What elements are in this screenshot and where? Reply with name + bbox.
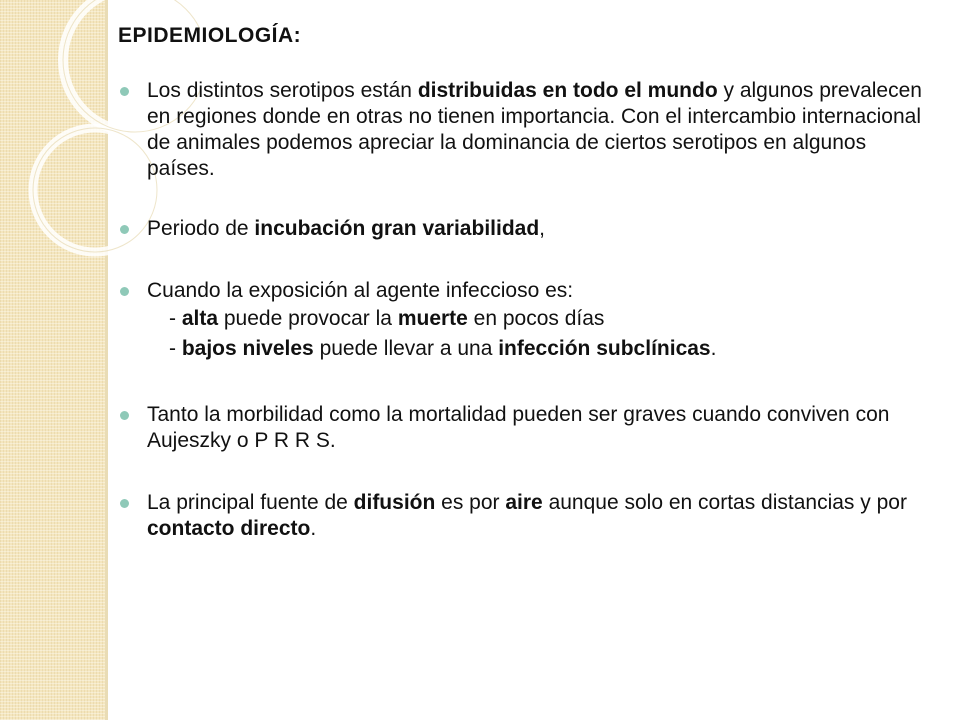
bold-text: muerte (397, 307, 468, 330)
text: en pocos días (467, 307, 605, 330)
sub-item-low (147, 334, 938, 364)
bold-text: alta (181, 307, 219, 330)
text: Tanto la morbilidad como la mortalidad pueden ser graves cuando conviven con Aujeszky o P R R S. (147, 403, 890, 452)
bold-text: distribuidas en todo el mundo (417, 79, 718, 102)
bullet-incubation (118, 216, 938, 242)
bullet-morbidity (118, 402, 938, 454)
text: Cuando la exposición al agente infeccioso es: (147, 279, 574, 302)
bold-text: difusión (353, 491, 436, 514)
text: puede provocar la (218, 307, 398, 330)
bold-text: contacto directo (147, 517, 311, 540)
text: . (710, 337, 717, 360)
dash: - (169, 337, 182, 360)
bullet-diffusion (118, 490, 938, 542)
dash: - (169, 307, 182, 330)
slide-content (118, 22, 938, 542)
bold-text: bajos niveles (181, 337, 314, 360)
bullet-dot-icon (120, 87, 129, 96)
text: y algunos prevalecen en regiones donde en otras no tienen importancia. Con el intercambio internacional de animales podemos apreciar la dominancia de ciertos serotipos en algunos países. (147, 79, 922, 180)
text: , (539, 217, 545, 240)
bullet-list (118, 78, 938, 542)
text: Los distintos serotipos están (147, 79, 418, 102)
bold-text: aire (505, 491, 543, 514)
text: . (310, 517, 317, 540)
bullet-dot-icon (120, 287, 129, 296)
slide-title: EPIDEMIOLOGÍA: (118, 24, 302, 47)
text: es por (435, 491, 506, 514)
text: La principal fuente de (147, 491, 354, 514)
text: aunque solo en cortas distancias y por (542, 491, 907, 514)
bullet-exposure (118, 278, 938, 364)
bullet-dot-icon (120, 225, 129, 234)
bold-text: incubación gran variabilidad (254, 217, 540, 240)
bullet-dot-icon (120, 499, 129, 508)
bullet-dot-icon (120, 411, 129, 420)
sub-item-high (147, 304, 938, 334)
bold-text: infección subclínicas (498, 337, 711, 360)
bullet-distribution (118, 78, 938, 182)
text: Periodo de (147, 217, 255, 240)
text: puede llevar a una (313, 337, 499, 360)
